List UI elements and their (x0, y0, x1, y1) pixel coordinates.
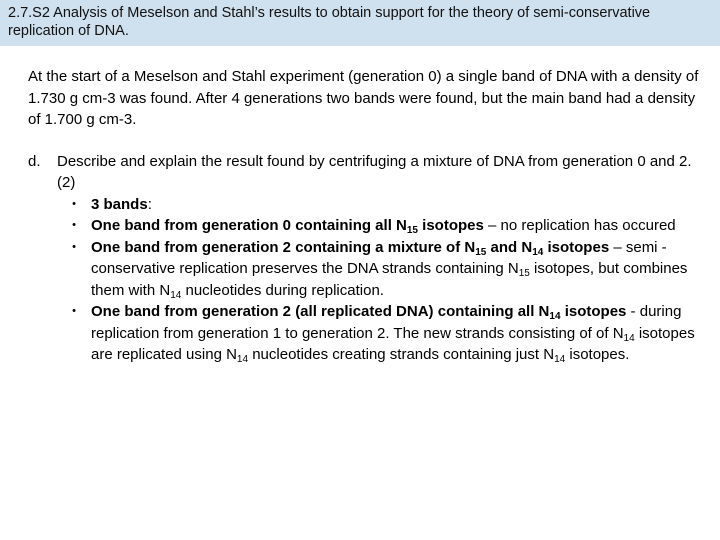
slide-title-bar (0, 0, 720, 46)
bullet-icon: • (72, 240, 76, 253)
bullet-icon: • (72, 197, 76, 210)
answer-text: One band from generation 2 containing a mixture of $N_{15}$ and $N_{14}$ isotopes – semi -conservative replication preserves the DNA strands containing $N_{15}$ isotopes, but combines them with $N_{14}$ nucleotides during replication. (91, 238, 688, 301)
question-label: d. (28, 152, 41, 170)
question-text: Describe and explain the result found by centrifuging a mixture of DNA from generation 0 and 2. (2) (57, 152, 692, 191)
answer-list (57, 194, 700, 366)
list-item (57, 301, 700, 366)
bullet-icon: • (72, 305, 76, 317)
bullet-icon: • (72, 219, 76, 231)
list-item (57, 237, 700, 302)
slide-title: 2.7.S2 Analysis of Meselson and Stahl’s results to obtain support for the theory of semi-conservative replication of DNA. (8, 5, 651, 39)
answer-text: One band from generation 2 (all replicated DNA) containing all $N_{14}$ isotopes - during replication from generation 1 to generation 2. The new strands consisting of of $N_{14}$ isotopes are replicated using $N_{14}$ nucleotides creating strands containing just $N_{14}$ isotopes. (91, 303, 695, 365)
list-item (57, 194, 700, 216)
question-d (28, 151, 700, 366)
answer-text: 3 bands: (91, 195, 152, 213)
question-body (57, 151, 700, 366)
answer-text: One band from generation 0 containing all $N_{15}$ isotopes – no replication has occured (91, 217, 676, 236)
intro-paragraph: At the start of a Meselson and Stahl experiment (generation 0) a single band of DNA with a density of 1.730 g cm-3 was found. After 4 generations two bands were found, but the main band had a density of 1.700 g cm-3. (28, 68, 699, 128)
slide-body (28, 66, 700, 366)
list-item (57, 215, 700, 237)
